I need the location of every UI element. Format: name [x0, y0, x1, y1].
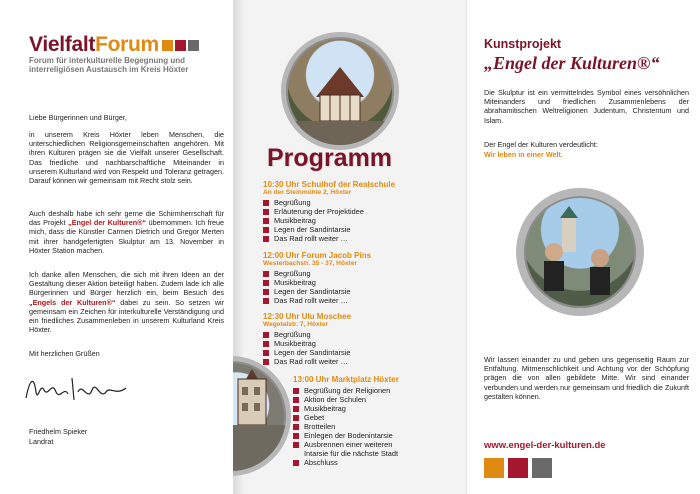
logo-text-vielfalt: Vielfalt	[29, 33, 96, 56]
event-4	[293, 375, 413, 467]
left-panel	[0, 0, 233, 494]
artists-image	[524, 196, 636, 308]
list-item: Erläuterung der Projektidee	[263, 207, 395, 216]
event-1-list	[263, 198, 395, 243]
program-heading: Programm	[267, 144, 393, 172]
town-hall-image	[233, 361, 286, 471]
website-link[interactable]: www.engel-der-kulturen.de	[484, 440, 606, 451]
list-item: Ausbrennen einer weiteren Intarsie für die nächste Stadt	[293, 440, 413, 458]
list-item: Gebet	[293, 413, 413, 422]
list-item: Musikbeitrag	[263, 216, 395, 225]
paragraph-2: Der Engel der Kulturen verdeutlicht:	[484, 140, 598, 149]
list-item: Das Rad rollt weiter …	[263, 234, 395, 243]
list-item: Abschluss	[293, 458, 413, 467]
logo-square-red	[175, 40, 186, 51]
list-item: Begrüßung	[263, 330, 351, 339]
event-3-address: Wegetalstr. 7, Höxter	[263, 321, 329, 328]
building-photo-top	[281, 32, 399, 150]
logo-square-orange	[162, 40, 173, 51]
kicker: Kunstprojekt	[484, 37, 562, 51]
list-item: Begrüßung	[263, 198, 395, 207]
event-4-time: 13:00 Uhr Marktplatz Höxter	[293, 375, 399, 384]
list-item: Einlegen der Bodenintarsie	[293, 431, 413, 440]
list-item: Musikbeitrag	[293, 404, 413, 413]
paragraph-1: Die Skulptur ist ein vermittelndes Symbol eines versöhnlichen Miteinanders und friedlichen Zusammenlebens der abrahamitischen Weltreligionen Judentum, Christentum und Islam.	[484, 88, 689, 125]
building-photo-bottom	[233, 356, 291, 476]
paragraph-3: Wir lassen einander zu und geben uns gegenseitig Raum zur Entfaltung. Mitmenschlichkeit und Achtung vor der Schöpfung prägen die von allen gebildete Mitte. Wir sind einander verbunden und werden nur gemeinsam und friedlich die Zukunft gestalten können.	[484, 355, 689, 401]
logo-square-grey	[188, 40, 199, 51]
paragraph-2: Auch deshalb habe ich sehr gerne die Schirmherrschaft für das Projekt „Engel der Kulturen®“ übernommen. Ich freue mich, dass die Künstler Carmen Dietrich und Gregor Merten mit ihrer handgefertigten Skulptur am 13. November in Höxter Station machen.	[29, 209, 225, 255]
artists-photo	[516, 188, 644, 316]
list-item: Brotteilen	[293, 422, 413, 431]
event-4-list	[293, 386, 413, 467]
list-item: Legen der Sandintarsie	[263, 225, 395, 234]
signer-role: Landrat	[29, 437, 54, 446]
event-1	[263, 180, 395, 243]
event-1-time: 10:30 Uhr Schulhof der Realschule	[263, 180, 396, 189]
event-3	[263, 312, 351, 366]
logo-subtitle: Forum für interkulturelle Begegnung und interreligiösen Austausch im Kreis Höxter	[29, 56, 189, 74]
list-item: Begrüßung der Religionen	[293, 386, 413, 395]
signature-image	[22, 372, 132, 406]
event-3-time: 12:30 Uhr Ulu Moschee	[263, 312, 352, 321]
list-item: Legen der Sandintarsie	[263, 348, 351, 357]
event-3-list	[263, 330, 351, 366]
footer-square-red	[508, 458, 528, 478]
list-item: Legen der Sandintarsie	[263, 287, 371, 296]
event-1-address: An der Steinmühle 2, Höxter	[263, 189, 352, 196]
list-item: Musikbeitrag	[263, 278, 371, 287]
half-timbered-house-image	[286, 37, 394, 145]
logo-text-forum: Forum	[95, 33, 159, 56]
list-item: Das Rad rollt weiter …	[263, 357, 351, 366]
signer-name: Friedhelm Spieker	[29, 427, 88, 436]
event-2-list	[263, 269, 371, 305]
list-item: Musikbeitrag	[263, 339, 351, 348]
list-item: Aktion der Schulen	[293, 395, 413, 404]
greeting: Liebe Bürgerinnen und Bürger,	[29, 113, 127, 122]
event-2-address: Westerbachstr. 35 - 37, Höxter	[263, 260, 358, 267]
paragraph-2-highlight: Wir leben in einer Welt.	[484, 150, 563, 159]
list-item: Das Rad rollt weiter …	[263, 296, 371, 305]
footer-square-orange	[484, 458, 504, 478]
middle-panel	[233, 0, 466, 494]
event-2-time: 12:00 Uhr Forum Jacob Pins	[263, 251, 372, 260]
paragraph-3: Ich danke allen Menschen, die sich mit ihren Ideen an der Gestaltung dieser Aktion beteiligt haben. Zudem lade ich alle Bürgerinnen und Bürger herzlich ein, beim Besuch des „Engels der Kulturen®“ dabei zu sein. So setzen wir gemeinsam ein Zeichen für interkulturelle Verständigung und ein friedliches Zusammenleben in unserem Kulturland Kreis Höxter.	[29, 270, 224, 335]
project-title: „Engel der Kulturen®“	[484, 53, 660, 73]
event-2	[263, 251, 371, 305]
paragraph-1: in unserem Kreis Höxter leben Menschen, die unterschiedlichen Religionsgemeinschaften angehören. Mit ihren Kulturen prägen sie die Vielfalt unserer Gesellschaft. Das friedliche und nachbarschaftliche Miteinander in unserem Kulturland wird von Respekt und Toleranz getragen. Darauf können wir gemeinsam mit Recht stolz sein.	[29, 130, 224, 186]
footer-square-grey	[532, 458, 552, 478]
closing: Mit herzlichen Grüßen	[29, 349, 100, 358]
list-item: Begrüßung	[263, 269, 371, 278]
logo	[29, 33, 199, 57]
